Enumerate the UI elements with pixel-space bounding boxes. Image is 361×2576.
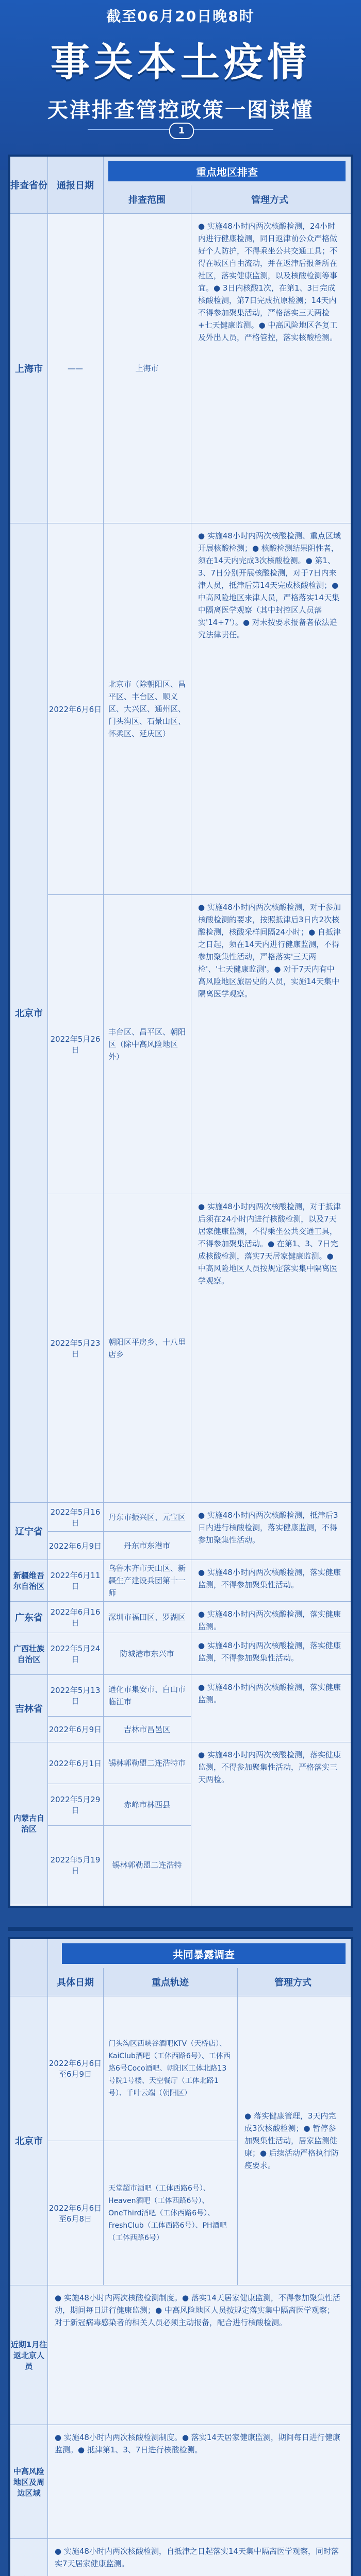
table-cell-range: 吉林市昌邑区: [123, 1724, 170, 1734]
table-cell-manage: ● 实施48小时内两次核酸检测，抵津后3日内进行核酸检测，落实健康监测，不得参加聚集性活动。: [198, 1511, 338, 1545]
table-header: [10, 1939, 351, 1996]
table-cell-manage: ● 实施48小时内两次核酸检测、重点区域开展核酸检测；● 核酸检测结果阴性者，须在14天内完成3次核酸检测。● 第1、3、7日分别开展核酸检测，对于7日内来津人员，抵津后第14天完成核酸检测；● 中高风险地区来津人员，严格落实14天集中隔离医学观察（其中封控区人员落实'14+7'）。● 对未按要求报备者依法追究法律责任。: [198, 531, 341, 639]
table-cell-province: 吉林省: [10, 1675, 47, 1742]
table-cell-date: 2022年5月29日: [50, 1795, 101, 1815]
table-cell-range: 通化市集安市、白山市临江市: [108, 1685, 186, 1706]
divider: [8, 1927, 353, 1931]
group-header: 重点地区排查: [108, 161, 346, 181]
table-cell-range: 上海市: [135, 364, 159, 373]
col-header-province: 排查省份: [10, 180, 47, 191]
table-cell-date: 2022年5月24日: [50, 1644, 101, 1664]
table-cell-province: 北京市: [10, 523, 47, 1502]
table-cell-date: 2022年6月16日: [50, 1607, 101, 1628]
section-text: ● 实施48小时内两次核酸检测，自抵津之日起落实14天集中隔离医学观察，同时落实7天居家健康监测。: [55, 2547, 339, 2568]
table-cell-date: 2022年5月19日: [50, 1855, 101, 1875]
table-cell-range: 锡林郭勒盟二连浩特市: [108, 1758, 186, 1768]
table-header: [10, 157, 351, 213]
page-subtitle: 天津排查管控政策一图读懂: [47, 98, 314, 122]
section-badge: 1: [169, 123, 194, 139]
table-cell-manage: ● 实施48小时内两次核酸检测，对于参加核酸检测的要求，按照抵津后3日内2次核酸检测，核酸采样间隔24小时；● 自抵津之日起，须在14天内进行健康监测，不得参加聚集性活动，严格落实'三天两检'、'七天健康监测'。● 对于7天内有中高风险地区旅居史的人员，实施14天集中隔离医学观察。: [198, 903, 341, 998]
table-cell-manage: ● 实施48小时内两次核酸检测，24小时内进行健康检测，同日返津前公众严格做好个人防护，不得乘坐公共交通工具；不得在城区自由流动，并在返津后报备所在社区，落实健康监测，以及核酸检测等事宜。● 3日内核酸1次，在第1、3日完成核酸检测，第7日完成抗原检测；14天内不得参加聚集活动，严格落实三天两检+七天健康监测。● 中高风险地区各复工及外出人员，严格管控，落实核酸检测。: [198, 222, 338, 342]
table-cell-manage: ● 实施48小时内两次核酸检测，落实健康监测。: [198, 1683, 341, 1704]
table-cell-province: 辽宁省: [10, 1503, 47, 1560]
table-cell-manage: ● 实施48小时内两次核酸检测，落实健康监测，不得参加聚集性活动。: [198, 1641, 341, 1663]
table-cell-date: 2022年5月23日: [50, 1338, 101, 1359]
table-cell-range: 乌鲁木齐市天山区、新疆生产建设兵团第十一师: [108, 1564, 186, 1598]
table-cell-date: 2022年6月1日: [48, 1758, 102, 1768]
col-header-range: 重点轨迹: [152, 1977, 189, 1988]
table-cell-date: 2022年5月13日: [50, 1686, 101, 1706]
table-cell-range: 丰台区、昌平区、朝阳区（除中高风险地区外）: [108, 1027, 186, 1061]
section-text: ● 实施48小时内两次核酸检测制度。● 落实14天居家健康监测，不得参加聚集性活动，期间每日进行健康监测；● 中高风险地区人员按规定落实集中隔离医学观察；对于新冠病毒感染者的相关人员必须主动报备，配合进行核酸检测。: [55, 2293, 340, 2327]
table-cell-range: 丹东市振兴区、元宝区: [108, 1512, 186, 1522]
section-text: ● 实施48小时内两次核酸检测制度。● 落实14天居家健康监测，期间每日进行健康监测。● 抵津第1、3、7日进行核酸检测。: [55, 2433, 340, 2454]
col-header-range: 排查范围: [128, 195, 166, 206]
table-cell-province: 内蒙古自治区: [10, 1742, 47, 1904]
table-cell-date: 2022年6月6日: [48, 704, 102, 714]
table-cell-range: 深圳市福田区、罗湖区: [108, 1613, 186, 1622]
table-cell-range: 北京市（除朝阳区、昌平区、丰台区、顺义区、大兴区、通州区、门头沟区、石景山区、怀柔区、延庆区）: [108, 680, 186, 738]
table-cell-range: 锡林郭勒盟二连浩特: [112, 1860, 182, 1870]
table-cell-date: 2022年6月11日: [50, 1571, 101, 1591]
table-cell-range: 天堂超市酒吧（工体西路6号）、Heaven酒吧（工体西路6号）、OneThird酒吧（工体西路6号）、FreshClub（工体西路6号）、PH酒吧（工体西路6号）: [108, 2184, 227, 2242]
table-cell-range: 防城港市东兴市: [120, 1649, 174, 1658]
col-header-manage: 管理方式: [251, 195, 288, 206]
table-cell-manage: ● 实施48小时内两次核酸检测，对于抵津后须在24小时内进行核酸检测，以及7天居家健康监测，不得乘坐公共交通工具，不得参加聚集活动。● 在第1、3、7日完成核酸检测，落实7天居家健康监测。● 中高风险地区人员按规定落实集中隔离医学观察。: [198, 1202, 341, 1285]
table-cell-date: 2022年5月16日: [50, 1507, 101, 1528]
table-cell-province: 北京市: [10, 1996, 47, 2285]
table-cell-manage: ● 实施48小时内两次核酸检测，落实健康监测。: [198, 1609, 341, 1631]
table-cell-date: 2022年6月6日至6月8日: [48, 2203, 102, 2224]
table-card-1: [8, 155, 353, 1908]
table-cell-manage: ● 落实健康管理，3天内完成3次核酸检测；● 暂停参加聚集性活动，居家监测健康；● 后续活动严格执行防疫要求。: [244, 2111, 339, 2170]
section-label: [10, 2539, 47, 2576]
table-cell-date: ——: [68, 364, 83, 373]
col-header-date: 通报日期: [57, 180, 94, 191]
section-label: 近期1月往返北京人员: [10, 2285, 47, 2425]
table-cell-province: 新疆维吾尔自治区: [10, 1560, 47, 1601]
table-card-2: [8, 1937, 353, 2576]
table-cell-province: 广东省: [10, 1602, 47, 1633]
table-cell-date: 2022年5月26日: [50, 1035, 101, 1055]
table-cell-date: 2022年6月9日: [48, 1725, 102, 1734]
table-cell-date: 2022年6月6日至6月9日: [48, 2059, 102, 2079]
table-cell-province: 上海市: [10, 214, 47, 523]
date-banner: 截至06月20日晚8时: [106, 8, 255, 25]
table-cell-manage: ● 实施48小时内两次核酸检测，落实健康监测，不得参加聚集性活动，严格落实三天两检。: [198, 1750, 341, 1784]
header: [0, 0, 361, 170]
page-title: 事关本土疫情: [51, 39, 310, 85]
table-cell-date: 2022年6月9日: [48, 1541, 102, 1551]
table-cell-range: 赤峰市林西县: [123, 1800, 170, 1809]
table-cell-manage: ● 实施48小时内两次核酸检测，落实健康监测，不得参加聚集性活动。: [198, 1568, 341, 1589]
table-cell-range: 门头沟区西峡谷酒吧KTV（天桥店）、KaiClub酒吧（工体西路6号）、工体西路6号Coco酒吧、朝阳区工体北路13号院1号楼、天空餐厅（工体北路1号）、千叶云端（朝阳区）: [108, 2040, 231, 2097]
group-header: 共同暴露调查: [62, 1943, 346, 1964]
table-cell-range: 朝阳区平房乡、十八里店乡: [108, 1337, 186, 1359]
col-header-manage: 管理方式: [274, 1977, 311, 1988]
table-cell-province: 广西壮族自治区: [10, 1633, 47, 1674]
table-cell-range: 丹东市东港市: [123, 1541, 170, 1550]
col-header-date: 具体日期: [57, 1977, 94, 1988]
section-label: 中高风险地区及周边区域: [10, 2425, 47, 2538]
